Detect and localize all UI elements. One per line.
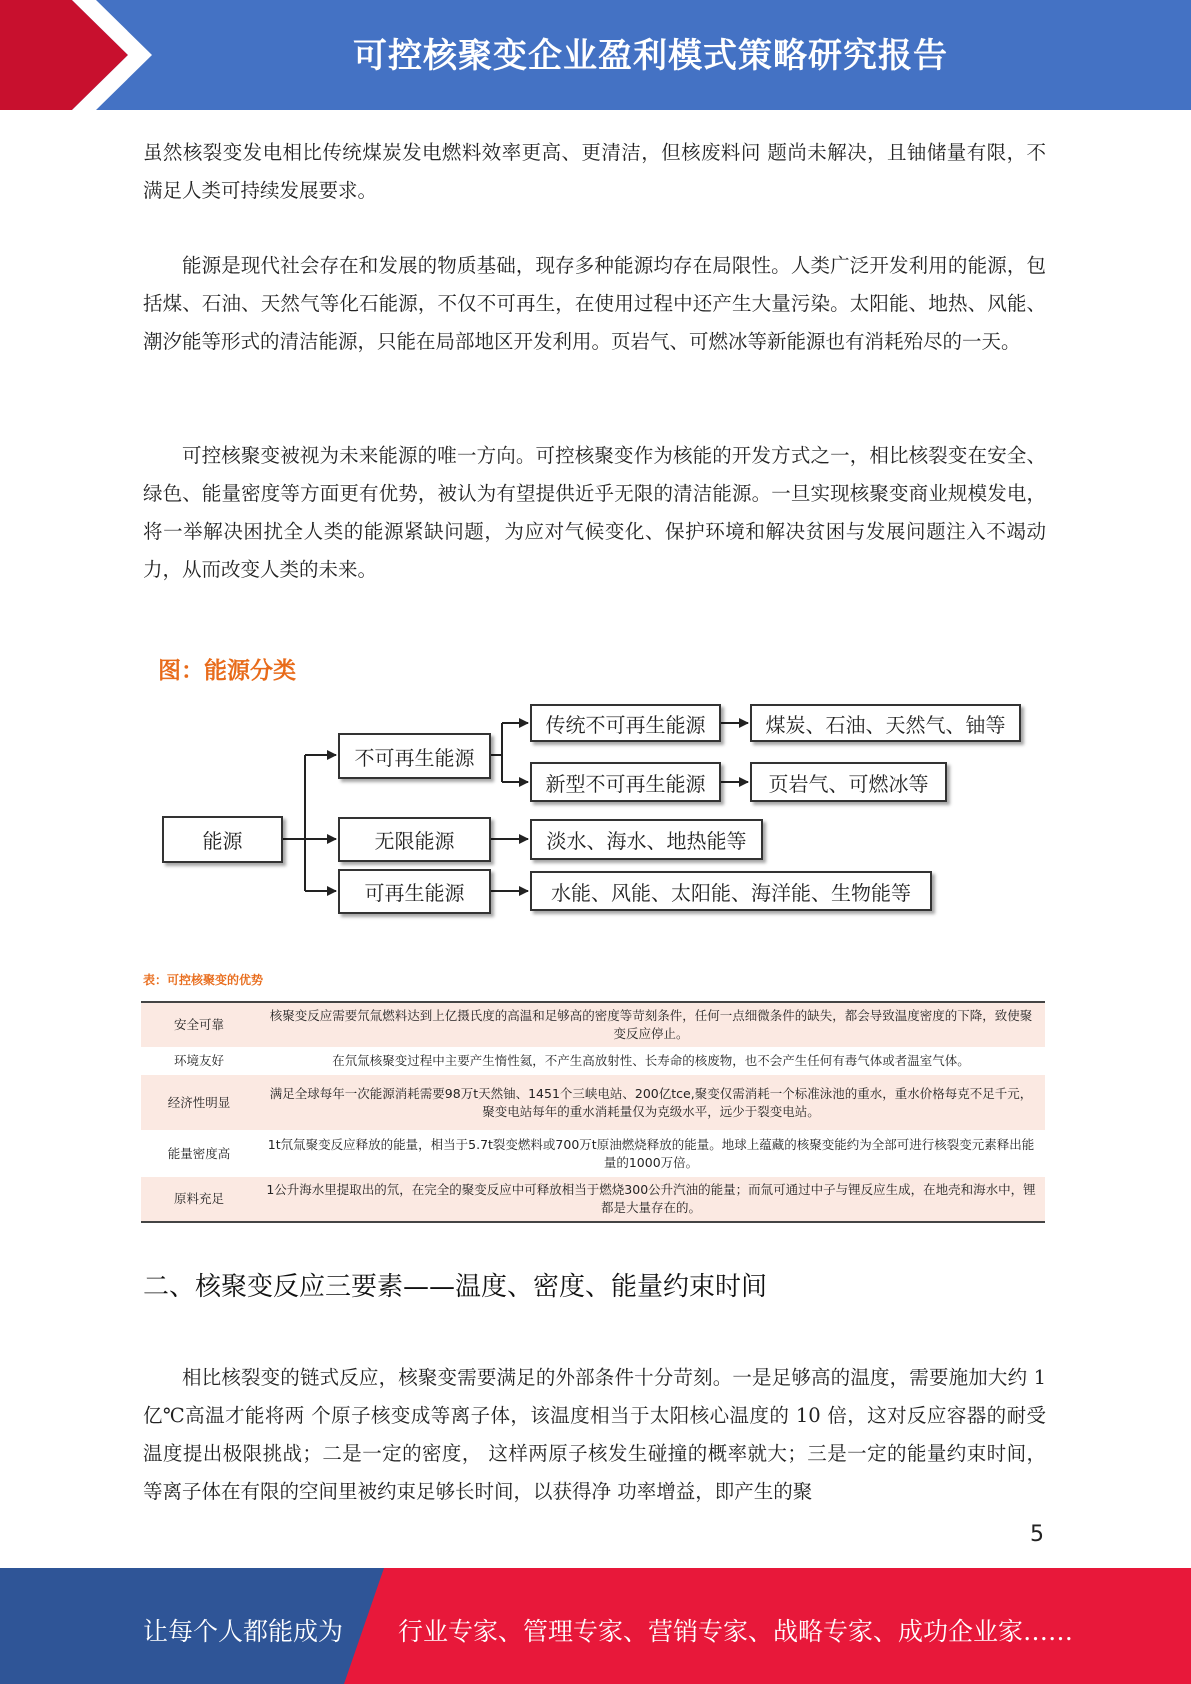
row-value: 在氘氚核聚变过程中主要产生惰性氦，不产生高放射性、长寿命的核废物，也不会产生任何有毒气体或者温室气体。 <box>332 1053 970 1068</box>
table-row <box>141 1130 1045 1177</box>
row-value: 1公升海水里提取出的氘，在完全的聚变反应中可释放相当于燃烧300公升汽油的能量；而氚可通过中子与锂反应生成，在地壳和海水中，锂都是大量存在的。 <box>266 1182 1036 1215</box>
table-row <box>141 1002 1045 1047</box>
table-row <box>141 1047 1045 1075</box>
node-nonrenewable: 不可再生能源 <box>338 733 491 779</box>
node-unlimited-examples: 淡水、海水、地热能等 <box>530 819 763 860</box>
row-key: 能量密度高 <box>167 1145 231 1161</box>
node-traditional-examples: 煤炭、石油、天然气、铀等 <box>750 704 1021 742</box>
row-key: 原料充足 <box>173 1191 224 1206</box>
document-title: 可控核聚变企业盈利模式策略研究报告 <box>353 36 948 76</box>
table-row <box>141 1075 1045 1130</box>
footer-slogan-right: 行业专家、管理专家、营销专家、战略专家、成功企业家…… <box>398 1617 1074 1646</box>
table-caption: 表：可控核聚变的优势 <box>143 973 264 987</box>
node-renewable-examples: 水能、风能、太阳能、海洋能、生物能等 <box>530 871 932 911</box>
row-key: 环境友好 <box>173 1053 224 1068</box>
node-unlimited: 无限能源 <box>338 817 491 862</box>
row-value: 满足全球每年一次能源消耗需要98万t天然铀、1451个三峡电站、200亿tce,聚变仅需消耗一个标准泳池的重水，重水价格每克不足千元，聚变电站每年的重水消耗量仅为克级水平，远少于裂变电站。 <box>269 1085 1033 1119</box>
node-energy: 能源 <box>162 816 283 863</box>
node-traditional-nonrenewable: 传统不可再生能源 <box>530 704 721 742</box>
page-number: 5 <box>1030 1522 1044 1547</box>
row-value: 核聚变反应需要氘氚燃料达到上亿摄氏度的高温和足够高的密度等苛刻条件，任何一点细微条件的缺失，都会导致温度密度的下降，致使聚变反应停止。 <box>269 1008 1033 1041</box>
node-renewable: 可再生能源 <box>338 869 491 914</box>
row-value: 1t氘氚聚变反应释放的能量，相当于5.7t裂变燃料或700万t原油燃烧释放的能量。地球上蕴藏的核聚变能约为全部可进行核裂变元素释出能量的1000万倍。 <box>267 1136 1035 1170</box>
row-key: 安全可靠 <box>173 1017 224 1032</box>
table-row <box>141 1177 1045 1222</box>
section-paragraph: 相比核裂变的链式反应，核聚变需要满足的外部条件十分苛刻。一是足够高的温度，需要施加大约 1 亿℃高温才能将两 个原子核变成等离子体，该温度相当于太阳核心温度的 10 倍，这对反应容器的耐受温度提出极限挑战；二是一定的密度， 这样两原子核发生碰撞的概率就大；三是一定的能量约束时间，等离子体在有限的空间里被约束足够长时间，以获得净 功率增益，即产生的聚 <box>143 1366 1046 1503</box>
node-new-examples: 页岩气、可燃冰等 <box>750 762 947 802</box>
row-key: 经济性明显 <box>167 1094 231 1110</box>
paragraph-3: 可控核聚变被视为未来能源的唯一方向。可控核聚变作为核能的开发方式之一，相比核裂变在安全、绿色、能量密度等方面更有优势，被认为有望提供近乎无限的清洁能源。一旦实现核聚变商业规模发电，将一举解决困扰全人类的能源紧缺问题，为应对气候变化、保护环境和解决贫困与发展问题注入不竭动力，从而改变人类的未来。 <box>143 444 1046 581</box>
section-heading: 二、核聚变反应三要素——温度、密度、能量约束时间 <box>143 1272 768 1302</box>
figure-caption: 图：能源分类 <box>158 658 296 684</box>
paragraph-2: 能源是现代社会存在和发展的物质基础，现存多种能源均存在局限性。人类广泛开发利用的能源，包括煤、石油、天然气等化石能源，不仅不可再生，在使用过程中还产生大量污染。太阳能、地热、风能、潮汐能等形式的清洁能源，只能在局部地区开发利用。页岩气、可燃冰等新能源也有消耗殆尽的一天。 <box>143 254 1046 353</box>
paragraph-1: 虽然核裂变发电相比传统煤炭发电燃料效率更高、更清洁，但核废料问 题尚未解决，且铀储量有限，不满足人类可持续发展要求。 <box>143 141 1046 202</box>
node-new-nonrenewable: 新型不可再生能源 <box>530 762 721 802</box>
advantages-table <box>141 1001 1045 1223</box>
footer-slogan-left: 让每个人都能成为 <box>143 1617 344 1646</box>
